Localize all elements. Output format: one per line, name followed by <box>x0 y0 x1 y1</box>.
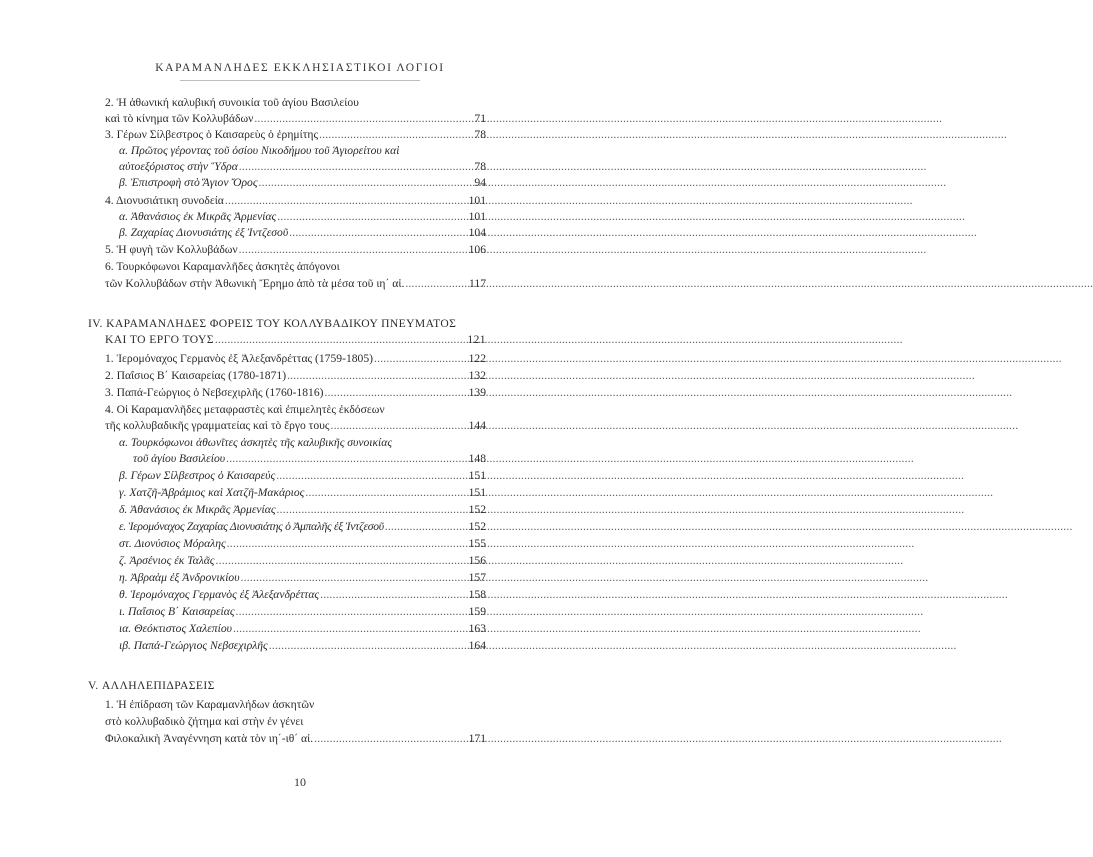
page-number: 152 <box>468 503 486 516</box>
page-number: 144 <box>468 419 486 432</box>
page-number: 148 <box>468 452 486 465</box>
page-number: 71 <box>474 112 486 125</box>
toc-entry-iii-3a <box>119 159 486 175</box>
leader-dots <box>304 485 468 501</box>
toc-entry-title: 4. Διονυσιάτικη συνοδεία <box>105 194 224 207</box>
toc-entry-v-1-line2: στὸ κολλυβαδικὸ ζήτημα καὶ στὴν ἐν γένει <box>105 715 304 728</box>
toc-entry-title: β. Γέρων Σίλβεστρος ὁ Καισαρεύς <box>119 469 276 482</box>
toc-entry-title: τοῦ ἁγίου Βασιλείου <box>133 452 226 465</box>
leader-dots <box>313 731 468 747</box>
page-number: 101 <box>468 194 486 207</box>
leader-dots <box>288 225 468 241</box>
leader-dots <box>286 368 469 384</box>
toc-entry-iv-4d <box>119 502 486 518</box>
toc-entry-iii-3b <box>119 175 486 191</box>
page-number: 163 <box>468 622 486 635</box>
toc-entry-iv-4z <box>119 553 486 569</box>
chapter-v-title: V. ΑΛΛΗΛΕΠΙΔΡΑΣΕΙΣ <box>88 679 215 692</box>
toc-entry-title: τῶν Κολλυβάδων στὴν Ἀθωνικὴ Ἔρημο ἀπὸ τὰ μέσα τοῦ ιη΄ αἰ. <box>105 277 405 290</box>
page-number: 101 <box>468 210 486 223</box>
toc-entry-iv-4i <box>119 604 486 620</box>
toc-entry-iv-4e <box>119 519 486 535</box>
page-number: 122 <box>468 352 486 365</box>
page-number: 164 <box>468 639 486 652</box>
toc-entry-iii-6 <box>105 276 486 292</box>
toc-entry-title: 3. Παπά-Γεώργιος ὁ Νεβσεχιρλῆς (1760-1816) <box>105 386 324 399</box>
page-number: 78 <box>474 160 486 173</box>
toc-entry-iv-3 <box>105 385 486 401</box>
leader-dots <box>275 468 468 484</box>
toc-entry-title: τῆς κολλυβαδικῆς γραμματείας καὶ τὸ ἔργο τους <box>105 419 330 432</box>
page-number: 106 <box>468 243 486 256</box>
page-number: 155 <box>468 537 486 550</box>
leader-dots <box>215 553 469 569</box>
toc-entry-v-1-line1: 1. Ἡ ἐπίδραση τῶν Καραμανλήδων ἀσκητῶν <box>105 698 315 711</box>
toc-entry-title: ι. Παΐσιος Β΄ Καισαρείας <box>119 605 235 618</box>
page-number: 121 <box>467 333 486 346</box>
toc-entry-iv-4th <box>119 587 486 603</box>
leader-dots <box>318 127 474 143</box>
toc-entry-title: α. Ἀθανάσιος ἐκ Μικρᾶς Ἀρμενίας <box>119 210 277 223</box>
toc-entry-iv-4ia <box>119 621 486 637</box>
toc-entry-iv-4c <box>119 485 486 501</box>
toc-entry-iv-4ib <box>119 638 486 654</box>
toc-entry-iii-4a <box>119 209 486 225</box>
toc-entry-title: ΚΑΙ ΤΟ ΕΡΓΟ ΤΟΥΣ <box>105 333 214 346</box>
page-number: 159 <box>468 605 486 618</box>
page-number-footer: 10 <box>294 775 306 789</box>
toc-entry-iii-3 <box>105 127 486 143</box>
toc-entry-title: ια. Θεόκτιστος Χαλεπίου <box>119 622 232 635</box>
leader-dots <box>226 536 469 552</box>
chapter-iv-title-line1: IV. ΚΑΡΑΜΑΝΛΗΔΕΣ ΦΟΡΕΙΣ ΤΟΥ ΚΟΛΛΥΒΑΔΙΚΟΥ ΠΝΕΥΜΑΤΟΣ <box>88 317 457 330</box>
page-number: 132 <box>468 369 486 382</box>
toc-entry-iv-4-line1: 4. Οἱ Καραμανλῆδες μεταφραστὲς καὶ ἐπιμελητὲς ἐκδόσεων <box>105 403 385 416</box>
toc-entry-title: θ. Ἱερομόναχος Γερμανὸς ἐξ Ἀλεξανδρέττας <box>119 588 320 601</box>
toc-entry-title: ε. Ἱερομόναχος Ζαχαρίας Διονυσιάτης ὁ Ἀμπαλῆς ἐξ Ἰντζεσοῦ <box>119 520 384 533</box>
running-head-rule <box>180 80 420 81</box>
page-number: 151 <box>468 469 486 482</box>
leader-dots <box>404 276 469 292</box>
leader-dots <box>384 519 469 535</box>
toc-entry-iv-4b <box>119 468 486 484</box>
page-number: 94 <box>474 176 486 189</box>
page-number: 117 <box>469 277 486 290</box>
page-number: 151 <box>468 486 486 499</box>
toc-entry-title: 5. Ἡ φυγὴ τῶν Κολλυβάδων <box>105 243 238 256</box>
page-number: 78 <box>474 128 486 141</box>
toc-entry-iii-4b <box>119 225 486 241</box>
leader-dots <box>235 604 469 620</box>
toc-entry-iii-2 <box>105 111 486 127</box>
toc-entry-title: στ. Διονύσιος Μόραλης <box>119 537 226 550</box>
chapter-iv-title <box>105 332 486 348</box>
toc-entry-iv-4a <box>133 451 486 467</box>
toc-entry-title: αὐτοεξόριστος στὴν Ὕδρα <box>119 160 238 173</box>
toc-entry-title: β. Ἐπιστροφὴ στὸ Ἅγιον Ὄρος <box>119 176 258 189</box>
leader-dots <box>258 175 475 191</box>
leader-dots <box>214 332 467 348</box>
page-number: 152 <box>468 520 486 533</box>
toc-entry-v-1 <box>105 731 486 747</box>
page-number: 158 <box>468 588 486 601</box>
toc-entry-title: 2. Παΐσιος Β΄ Καισαρείας (1780-1871) <box>105 369 287 382</box>
leader-dots <box>253 111 474 127</box>
leader-dots <box>238 242 469 258</box>
page-number: 156 <box>468 554 486 567</box>
toc-entry-iv-1 <box>105 351 486 367</box>
toc-entry-iv-4 <box>105 418 486 434</box>
toc-entry-title: ζ. Ἀρσένιος ἐκ Ταλᾶς <box>119 554 215 567</box>
page-number: 104 <box>468 226 486 239</box>
toc-entry-iv-2 <box>105 368 486 384</box>
toc-entry-title: η. Ἀβραὰμ ἐξ Ἀνδρονικίου <box>119 571 240 584</box>
toc-entry-iv-4st <box>119 536 486 552</box>
toc-entry-title: β. Ζαχαρίας Διονυσιάτης ἐξ Ἰντζεσοῦ <box>119 226 289 239</box>
leader-dots <box>276 502 469 518</box>
leader-dots <box>232 621 469 637</box>
page-number: 157 <box>468 571 486 584</box>
leader-dots <box>276 209 468 225</box>
leader-dots <box>323 385 468 401</box>
toc-entry-iii-4 <box>105 193 486 209</box>
toc-entry-title: 1. Ἱερομόναχος Γερμανὸς ἐξ Ἀλεξανδρέττας (1759-1805) <box>105 352 373 365</box>
toc-entry-iii-6-line1: 6. Τουρκόφωνοι Καραμανλῆδες ἀσκητὲς ἀπόγονοι <box>105 260 340 273</box>
toc-entry-title: 3. Γέρων Σίλβεστρος ὁ Καισαρεὺς ὁ ἐρημίτης <box>105 128 319 141</box>
toc-entry-title: ιβ. Παπά-Γεώργιος Νεβσεχιρλῆς <box>119 639 268 652</box>
toc-entry-iv-4h <box>119 570 486 586</box>
page-number: 171 <box>468 732 486 745</box>
leader-dots <box>224 193 469 209</box>
toc-entry-iii-2-line1: 2. Ἡ ἀθωνική καλυβική συνοικία τοῦ ἁγίου Βασιλείου <box>105 96 359 109</box>
running-head: ΚΑΡΑΜΑΝΛΗΔΕΣ ΕΚΚΛΗΣΙΑΣΤΙΚΟΙ ΛΟΓΙΟΙ <box>155 62 445 74</box>
toc-entry-title: γ. Χατζῆ-Ἀβράμιος καὶ Χατζῆ-Μακάριος <box>119 486 305 499</box>
page-number: 139 <box>468 386 486 399</box>
toc-entry-iii-3a-line1: α. Πρῶτος γέροντας τοῦ ὁσίου Νικοδήμου τοῦ Ἁγιορείτου καὶ <box>119 144 400 157</box>
toc-entry-title: Φιλοκαλικὴ Ἀναγέννηση κατὰ τὸν ιη΄-ιθ΄ αἰ. <box>105 732 314 745</box>
toc-entry-title: δ. Ἀθανάσιος ἐκ Μικρᾶς Ἀρμενίας <box>119 503 276 516</box>
leader-dots <box>373 351 469 367</box>
leader-dots <box>238 159 475 175</box>
toc-entry-iii-5 <box>105 242 486 258</box>
toc-entry-title: καὶ τὸ κίνημα τῶν Κολλυβάδων <box>105 112 254 125</box>
leader-dots <box>240 570 469 586</box>
toc-entry-iv-4a-line1: α. Τουρκόφωνοι ἀθωνῖτες ἀσκητὲς τῆς καλυβικῆς συνοικίας <box>119 436 393 449</box>
leader-dots <box>225 451 469 467</box>
leader-dots <box>319 587 468 603</box>
leader-dots <box>268 638 469 654</box>
leader-dots <box>329 418 468 434</box>
